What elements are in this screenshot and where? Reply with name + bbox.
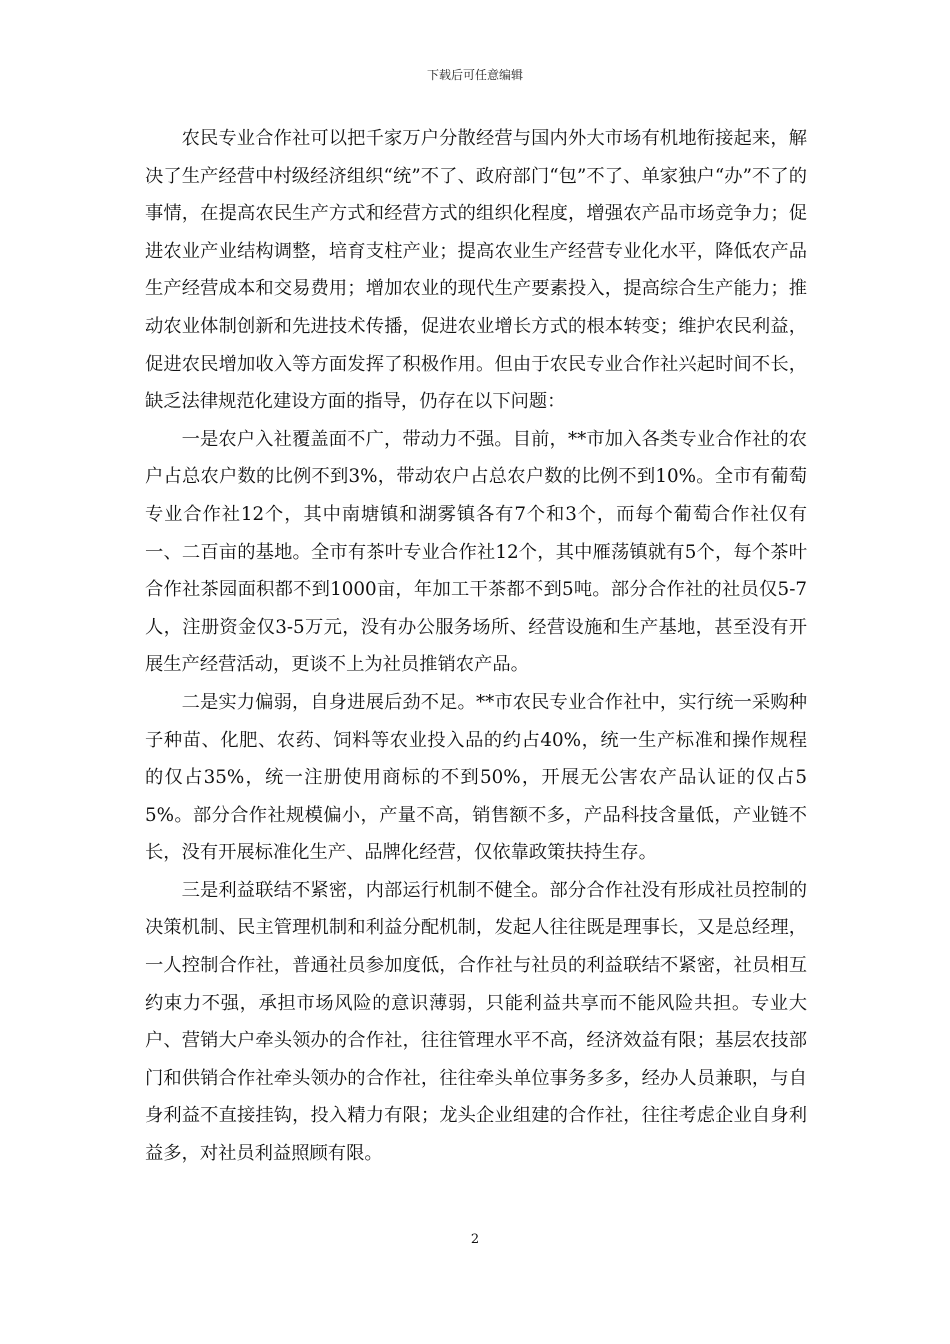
- paragraph-issue-one: 一是农户入社覆盖面不广，带动力不强。目前，**市加入各类专业合作社的农户占总农户数的比例不到3%，带动农户占总农户数的比例不到10%。全市有葡萄专业合作社12个，其中南塘镇和湖雾镇各有7个和3个，而每个葡萄合作社仅有一、二百亩的基地。全市有茶叶专业合作社12个，其中雁荡镇就有5个，每个茶叶合作社茶园面积都不到1000亩，年加工干茶都不到5吨。部分合作社的社员仅5-7人，注册资金仅3-5万元，没有办公服务场所、经营设施和生产基地，甚至没有开展生产经营活动，更谈不上为社员推销农产品。: [145, 428, 807, 676]
- paragraph-intro: 农民专业合作社可以把千家万户分散经营与国内外大市场有机地衔接起来，解决了生产经营中村级经济组织“统”不了、政府部门“包”不了、单家独户“办”不了的事情，在提高农民生产方式和经营方式的组织化程度，增强农产品市场竞争力；促进农业产业结构调整，培育支柱产业；提高农业生产经营专业化水平，降低农产品生产经营成本和交易费用；增加农业的现代生产要素投入，提高综合生产能力；推动农业体制创新和先进技术传播，促进农业增长方式的根本转变；维护农民利益，促进农民增加收入等方面发挥了积极作用。但由于农民专业合作社兴起时间不长，缺乏法律规范化建设方面的指导，仍存在以下问题：: [145, 128, 807, 413]
- paragraph-issue-three: 三是利益联结不紧密，内部运行机制不健全。部分合作社没有形成社员控制的决策机制、民主管理机制和利益分配机制，发起人往往既是理事长，又是总经理，一人控制合作社，普通社员参加度低，合作社与社员的利益联结不紧密，社员相互约束力不强，承担市场风险的意识薄弱，只能利益共享而不能风险共担。专业大户、营销大户牵头领办的合作社，往往管理水平不高，经济效益有限；基层农技部门和供销合作社牵头领办的合作社，往往牵头单位事务多多，经办人员兼职，与自身利益不直接挂钩，投入精力有限；龙头企业组建的合作社，往往考虑企业自身利益多，对社员利益照顾有限。: [145, 879, 807, 1165]
- page-number: 2: [470, 1232, 480, 1247]
- paragraph-issue-two: 二是实力偏弱，自身进展后劲不足。**市农民专业合作社中，实行统一采购种子种苗、化肥、农药、饲料等农业投入品的约占40%，统一生产标准和操作规程的仅占35%，统一注册使用商标的不到50%，开展无公害农产品认证的仅占55%。部分合作社规模偏小，产量不高，销售额不多，产品科技含量低，产业链不长，没有开展标准化生产、品牌化经营，仅依靠政策扶持生存。: [145, 691, 807, 864]
- page-header: 下载后可任意编辑: [426, 68, 523, 82]
- document-body: [145, 120, 807, 1173]
